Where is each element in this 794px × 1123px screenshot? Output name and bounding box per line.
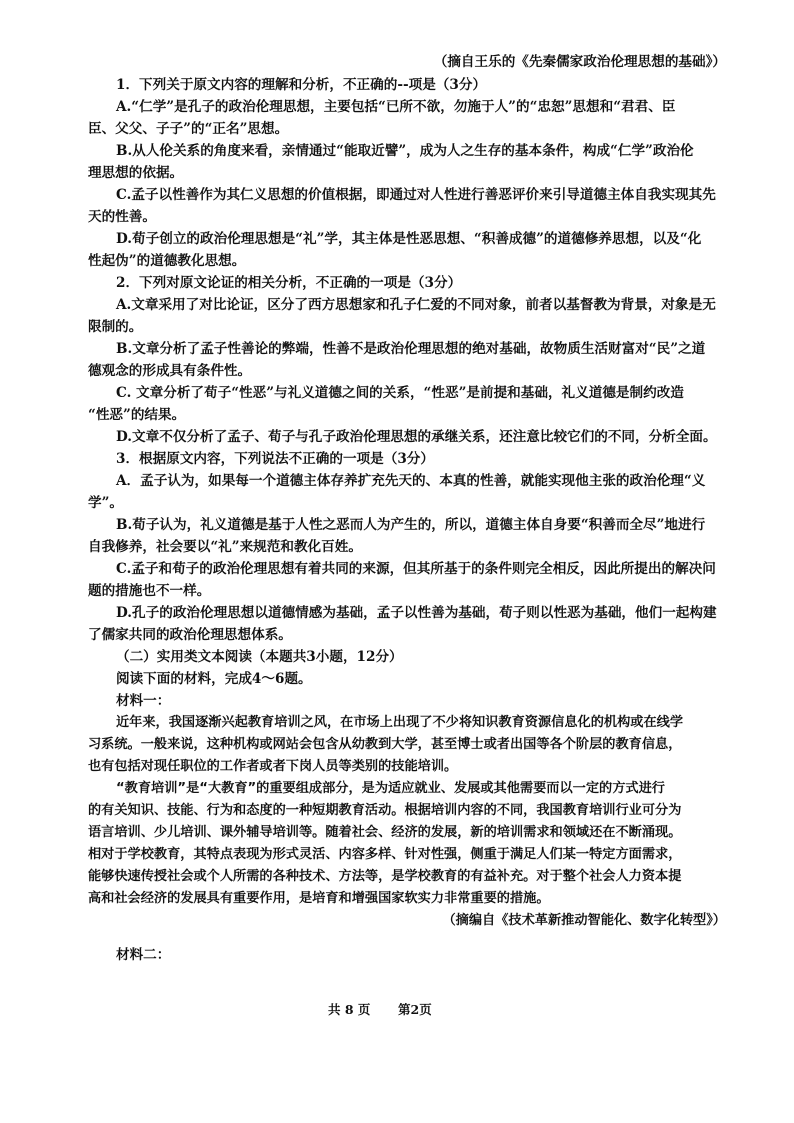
question-3-option-b: B.荀子认为，礼义道德是基于人性之恶而人为产生的，所以，道德主体自身要“积善而全尽”地进行 [116,517,706,533]
question-2-option-a: A.文章采用了对比论证，区分了西方思想家和孔子仁爱的不同对象，前者以基督教为背景，对象是无 [116,297,716,313]
question-1-option-c-cont: 天的性善。 [88,209,156,225]
page-number: 第2页 [398,1002,432,1017]
question-1-option-a: A.“仁学”是孔子的政治伦理思想，主要包括“已所不欲，勿施于人”的“忠恕”思想和“君君、臣 [116,99,676,115]
material-1-para-1-line-3: 也有包括对现任职位的工作者或者下岗人员等类别的技能培训。 [88,759,458,774]
question-1-option-c: C.孟子以性善作为其仁义思想的价值根据，即通过对人性进行善恶评价来引导道德主体自我实现其先 [116,187,716,203]
material-1-para-2-line-1: “教育培训”是“大教育”的重要组成部分，是为适应就业、发展或其他需要而以一定的方式进行 [116,781,665,796]
material-1-para-2-line-6: 高和社会经济的发展具有重要作用，是培育和增强国家软实力非常重要的措施。 [88,891,550,906]
material-1-para-2-line-4: 相对于学校教育，其特点表现为形式灵活、内容多样、针对性强，侧重于满足人们某一特定方面需求， [88,847,682,862]
source-citation-1: （摘自王乐的《先秦儒家政治伦理思想的基础》） [433,54,726,70]
question-1-stem: 1．下列关于原文内容的理解和分析，不正确的--项是（3分） [116,77,487,93]
question-3-option-d: D.孔子的政治伦理思想以道德情感为基础，孟子以性善为基础，荀子则以性恶为基础，他们一起构建 [116,605,717,621]
question-2-stem: 2．下列对原文论证的相关分析，不正确的一项是（3分） [116,275,462,291]
question-3-option-c-cont: 题的措施也不一样。 [88,583,211,599]
material-1-para-2-line-3: 语言培训、少儿培训、课外辅导培训等。随着社会、经济的发展，新的培训需求和领域还在不断涌现。 [88,825,682,840]
source-citation-2: （摘编自《技术革新推动智能化、数字化转型》） [442,913,726,928]
question-1-option-b-cont: 理思想的依据。 [88,165,184,181]
question-2-option-d: D.文章不仅分析了孟子、荀子与孔子政治伦理思想的承继关系，还注意比较它们的不同，分析全面。 [116,429,717,445]
material-1-para-1-line-2: 习系统。一般来说，这种机构或网站会包含从幼教到大学，甚至博士或者出国等各个阶层的教育信息， [88,737,682,752]
question-3-option-a-cont: 学”。 [88,495,124,511]
material-1-para-1-line-1: 近年来，我国逐渐兴起教育培训之风，在市场上出现了不少将知识教育资源信息化的机构或在线学 [116,715,684,730]
question-2-option-c: C. 文章分析了荀子“性恶”与礼义道德之间的关系，“性恶”是前提和基础，礼义道德是制约改造 [116,385,684,401]
material-1-para-2-line-5: 能够快速传授社会或个人所需的各种技术、方法等，是学校教育的有益补充。对于整个社会人力资本提 [88,869,682,884]
material-2-label: 材料二： [116,947,171,963]
question-3-option-a: A．孟子认为，如果每一个道德主体存养扩充先天的、本真的性善，就能实现他主张的政治伦理“义 [116,473,706,489]
question-3-option-d-cont: 了儒家共同的政治伦理思想体系。 [88,627,292,643]
question-1-option-d-cont: 性起伪”的道德教化思想。 [88,253,246,269]
question-2-option-a-cont: 限制的。 [88,319,143,335]
question-3-stem: 3．根据原文内容，下列说法不正确的一项是（3分） [116,451,434,467]
question-3-option-c: C.孟子和荀子的政治伦理思想有着共同的来源，但其所基于的条件则完全相反，因此所提出的解决问 [116,561,716,577]
question-2-option-c-cont: “性恶”的结果。 [88,407,186,423]
section-2-instruction: 阅读下面的材料，完成4～6题。 [116,671,312,687]
material-1-para-2-line-2: 的有关知识、技能、行为和态度的一种短期教育活动。根据培训内容的不同，我国教育培训行业可分为 [88,803,682,818]
question-2-option-b: B.文章分析了孟子性善论的弊端，性善不是政治伦理思想的绝对基础，故物质生活财富对“民”之道 [116,341,706,357]
material-1-label: 材料一： [116,693,171,709]
question-3-option-b-cont: 自我修养，社会要以“礼”来规范和教化百姓。 [88,539,362,555]
page-total: 共 8 页 [328,1002,371,1017]
question-1-option-d: D.荀子创立的政治伦理思想是“礼”学，其主体是性恶思想、“积善成德”的道德修养思想，以及“化 [116,231,702,247]
question-2-option-b-cont: 德观念的形成具有条件性。 [88,363,252,379]
section-2-heading: （二）实用类文本阅读（本题共3小题，12分） [116,649,403,665]
question-1-option-b: B.从人伦关系的角度来看，亲情通过“能取近譬”，成为人之生存的基本条件，构成“仁学”政治伦 [116,143,694,159]
question-1-option-a-cont: 臣、父父、子子”的“正名”思想。 [88,121,289,137]
